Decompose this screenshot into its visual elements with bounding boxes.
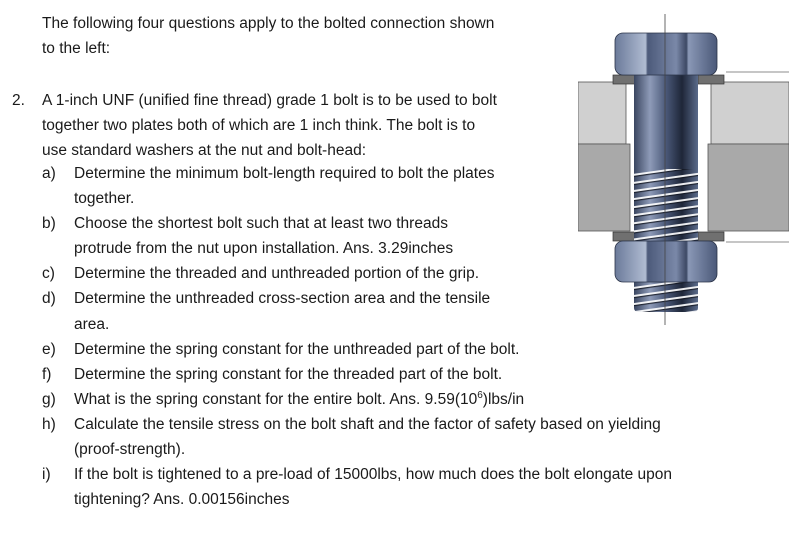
part-c-label: c): [42, 265, 55, 282]
question-line-3: use standard washers at the nut and bolt-head:: [42, 142, 366, 159]
part-g-line-1: [74, 390, 524, 410]
part-g-label: g): [42, 391, 56, 408]
part-e-label: e): [42, 341, 56, 358]
bolt-diagram-icon: [578, 12, 789, 327]
part-a-label: a): [42, 165, 56, 182]
question-line-2: together two plates both of which are 1 inch think. The bolt is to: [42, 117, 476, 134]
intro-line-2: to the left:: [42, 40, 111, 57]
part-i-line-1: If the bolt is tightened to a pre-load of 15000lbs, how much does the bolt elongate upon: [74, 466, 673, 483]
part-i-label: i): [42, 466, 51, 483]
part-b-line-1: Choose the shortest bolt such that at least two threads: [74, 215, 448, 232]
part-f-line-1: Determine the spring constant for the threaded part of the bolt.: [74, 366, 503, 383]
intro-line-1: The following four questions apply to the bolted connection shown: [42, 15, 495, 32]
part-h-line-2: (proof-strength).: [74, 441, 186, 458]
part-a-line-2: together.: [74, 190, 135, 207]
question-line-1: A 1-inch UNF (unified fine thread) grade 1 bolt is to be used to bolt: [42, 92, 497, 109]
part-g-exponent: 6: [477, 390, 483, 401]
part-i-line-2: tightening? Ans. 0.00156inches: [74, 491, 290, 508]
part-d-label: d): [42, 290, 56, 307]
part-a-line-1: Determine the minimum bolt-length required to bolt the plates: [74, 165, 495, 182]
part-h-label: h): [42, 416, 56, 433]
part-e-line-1: Determine the spring constant for the unthreaded part of the bolt.: [74, 341, 520, 358]
part-g-text: What is the spring constant for the entire bolt. Ans. 9.59(10: [74, 391, 478, 408]
part-f-label: f): [42, 366, 52, 383]
bolted-connection-figure: [578, 12, 789, 327]
part-b-line-2: protrude from the nut upon installation. Ans. 3.29inches: [74, 240, 454, 257]
question-number: 2.: [12, 92, 25, 109]
part-h-line-1: Calculate the tensile stress on the bolt shaft and the factor of safety based on yielding: [74, 416, 661, 433]
part-b-label: b): [42, 215, 56, 232]
part-g-units: )lbs/in: [482, 391, 525, 408]
part-d-line-1: Determine the unthreaded cross-section area and the tensile: [74, 290, 491, 307]
part-c-line-1: Determine the threaded and unthreaded portion of the grip.: [74, 265, 479, 282]
part-d-line-2: area.: [74, 316, 110, 333]
